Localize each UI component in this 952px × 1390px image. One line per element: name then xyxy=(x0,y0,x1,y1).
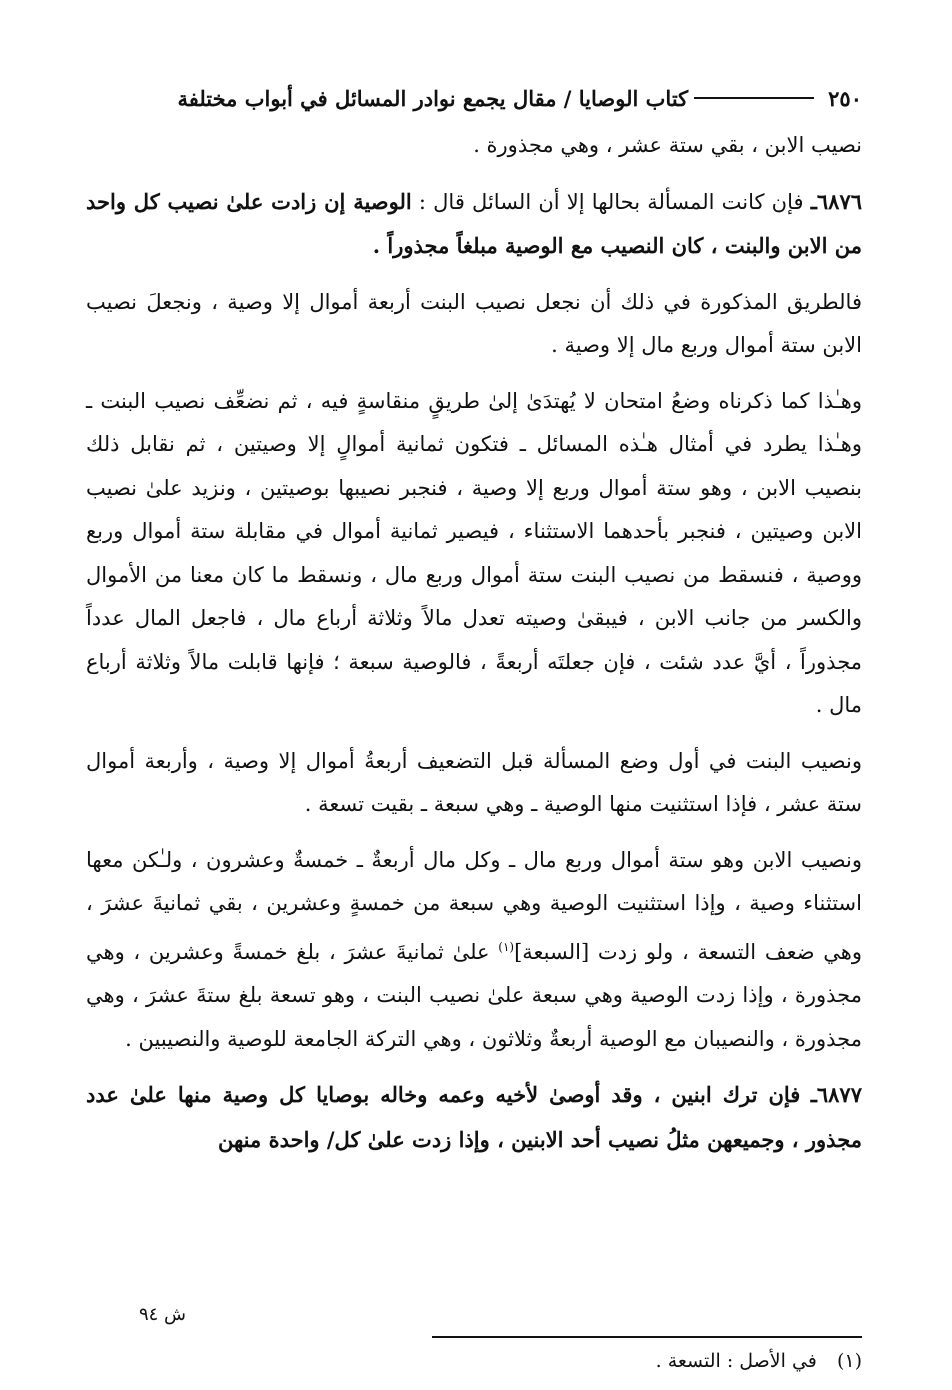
footnote-rule xyxy=(432,1336,862,1338)
document-page xyxy=(86,78,863,1372)
footnote-reference: (١) xyxy=(498,939,515,954)
paragraph xyxy=(86,740,862,827)
paragraph xyxy=(86,180,862,269)
paragraph-text: فإن كانت المسألة بحالها إلا أن السائل قال : xyxy=(411,189,804,214)
header-rule xyxy=(694,97,814,99)
page-number: ٢٥٠ xyxy=(828,85,862,111)
paragraph-bold-text: فإن ترك ابنين ، وقد أوصىٰ لأخيه وعمه وخاله بوصايا كل وصية منها علىٰ عدد مجذور ، وجميعهن مثلُ نصيب أحد الابنين ، وإذا زدت علىٰ كل/ واحدة منهن xyxy=(86,1082,862,1152)
paragraph xyxy=(86,380,862,728)
paragraph-text: نصيب الابن ، بقي ستة عشر ، وهي مجذورة . xyxy=(473,133,862,157)
paragraph-text: فالطريق المذكورة في ذلك أن نجعل نصيب البنت أربعة أموال إلا وصية ، ونجعلَ نصيب الابن ستة أموال وربع مال إلا وصية . xyxy=(86,289,862,357)
issue-number: ٦٨٧٧ـ xyxy=(810,1082,862,1107)
paragraph xyxy=(86,839,862,1062)
issue-number: ٦٨٧٦ـ xyxy=(810,188,863,214)
paragraph xyxy=(86,124,862,168)
paragraph-text: وهـٰذا كما ذكرناه وضعُ امتحان لا يُهتدَىٰ إلىٰ طريقٍ منقاسةٍ فيه ، ثم نضعِّف نصيب البنت ـ وهـٰذا يطرد في أمثال هـٰذه المسائل ـ فتكون ثمانية أموالٍ إلا وصيتين ، ثم نقابل ذلك بنصيب الابن ، وهو ستة أموال وربع إلا وصية ، فنجبر نصيبها بوصيتين ، ونزيد علىٰ نصيب الابن وصيتين ، فنجبر بأحدهما الاستثناء ، فيصير ثمانية أموال في مقابلة ستة أموال وربع ووصية ، فنسقط من نصيب البنت ستة أموال وربع مال ، ونسقط ما كان معنا من الأموال والكسر من جانب الابن ، فيبقىٰ وصيته تعدل مالاً وثلاثة أرباع مال ، فاجعل المال عدداً مجذوراً ، أيَّ عدد شئت ، فإن جعلتَه أربعةً ، فالوصية سبعة ؛ فإنها قابلت مالاً وثلاثة أرباع مال . xyxy=(86,388,862,717)
paragraph xyxy=(86,1073,862,1162)
paragraph-text: ونصيب البنت في أول وضع المسألة قبل التضعيف أربعةُ أموال إلا وصية ، وأربعة أموال ستة عشر ، فإذا استثنيت منها الوصية ـ وهي سبعة ـ بقيت تسعة . xyxy=(86,748,862,816)
body-text xyxy=(86,124,862,1162)
paragraph-text: ونصيب الابن وهو ستة أموال وربع مال ـ وكل مال أربعةٌ ـ خمسةٌ وعشرون ، ولـٰكن معها استثناء وصية ، وإذا استثنيت الوصية وهي سبعة من خمسةٍ وعشرين ، بقي ثمانيةَ عشرَ ، وهي ضعف التسعة ، ولو زدت [السبعة] xyxy=(86,847,862,964)
footnote-number: (١) xyxy=(836,1350,862,1372)
footnote xyxy=(656,1350,862,1372)
paragraph-text: علىٰ ثمانيةَ عشرَ ، بلغ خمسةً وعشرين ، وهي مجذورة ، وإذا زدت الوصية وهي سبعة علىٰ نصيب البنت ، وهو تسعة بلغ ستةَ عشرَ ، وهي مجذورة ، والنصيبان مع الوصية أربعةٌ وثلاثون ، وهي التركة الجامعة للوصية والنصيبين . xyxy=(86,939,862,1051)
header-title: كتاب الوصايا / مقال يجمع نوادر المسائل في أبواب مختلفة xyxy=(177,85,689,111)
paragraph xyxy=(86,281,862,368)
paragraph-bold-text: الوصية إن زادت علىٰ نصيب كل واحد من الابن والبنت ، كان النصيب مع الوصية مبلغاً مجذوراً . xyxy=(86,188,862,258)
margin-note: ش ٩٤ xyxy=(138,1304,186,1325)
footnote-text: في الأصل : التسعة . xyxy=(655,1350,817,1372)
running-header xyxy=(86,78,862,118)
